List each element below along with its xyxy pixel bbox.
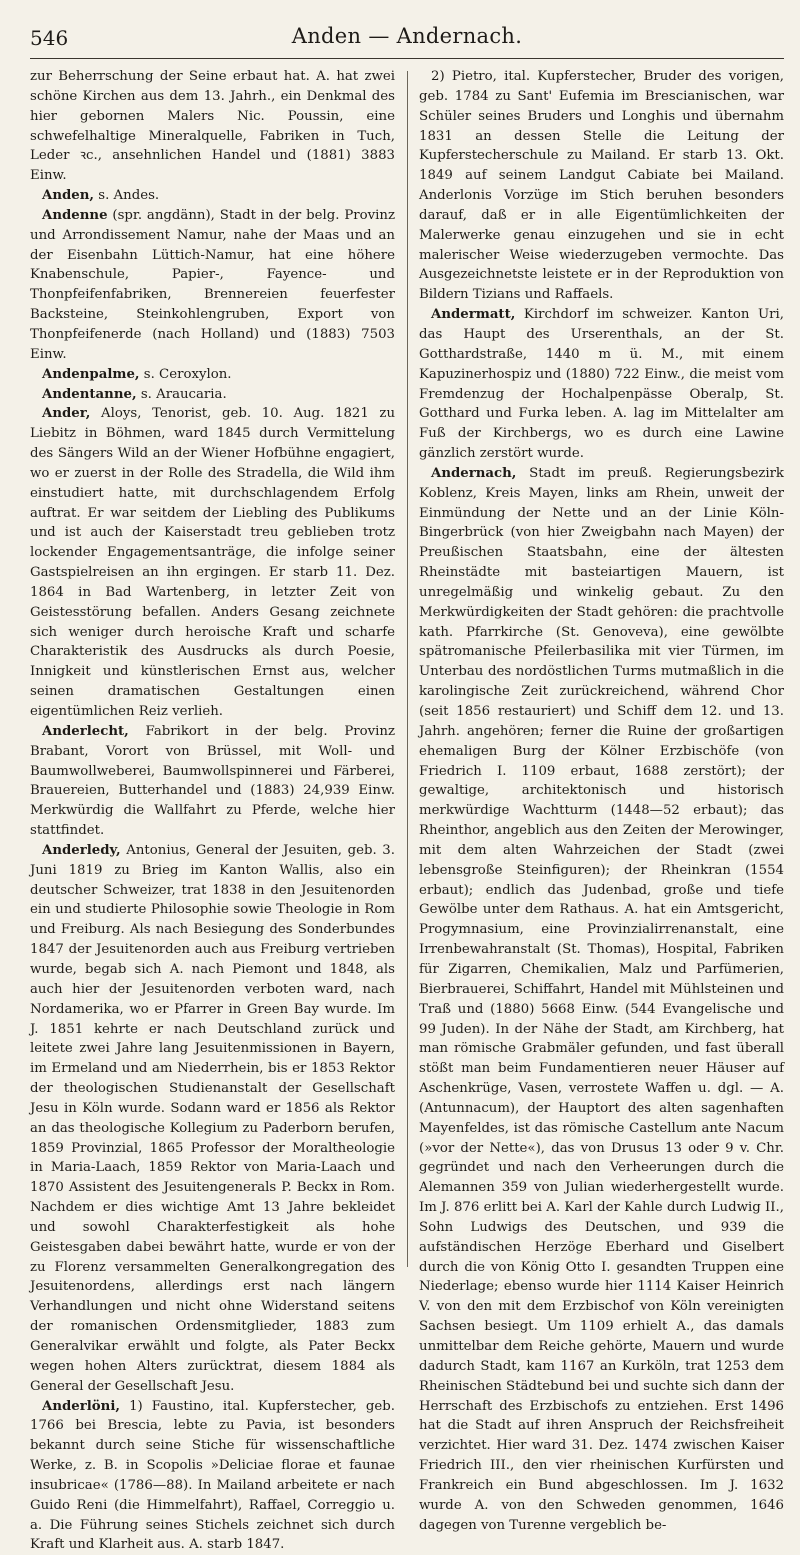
entry <box>419 305 784 464</box>
column-divider <box>407 71 408 1267</box>
entry-lemma: Anderlöni, <box>42 1398 121 1414</box>
entry-text: 1) Faustino, ital. Kupferstecher, geb. 1766 bei Brescia, lebte zu Pavia, ist besonders bekannt durch seine Stiche für wissenschaftliche Werke, z. B. in Scopolis »Deliciae florae et faunae insubricae« (1786—88). In Mailand arbeitete er nach Guido Reni (die Himmelfahrt), Raffael, Correggio u. a. Die Führung seines Stichels zeichnet sich durch Kraft und Klarheit aus. A. starb 1847. <box>30 1398 395 1553</box>
entry <box>30 67 395 186</box>
entry-text: 2) Pietro, ital. Kupferstecher, Bruder des vorigen, geb. 1784 zu Sant' Eufemia im Brescianischen, war Schüler seines Bruders und Longhis und übernahm 1831 an dessen Stelle die Leitung der Kupferstecherschule zu Mailand. Er starb 13. Okt. 1849 auf seinem Landgut Cabiate bei Mailand. Anderlonis Vorzüge im Stich beruhen besonders darauf, daß er in alle Eigentümlichkeiten der Malerwerke genau einzugehen und sie in echt malerischer Weise wiederzugeben vermochte. Das Ausgezeichnetste leistete er in der Reproduktion von Bildern Tizians und Raffaels. <box>419 69 784 303</box>
entry <box>30 722 395 841</box>
left-column <box>30 67 396 1553</box>
entry <box>30 1397 395 1555</box>
entry-text: Aloys, Tenorist, geb. 10. Aug. 1821 zu Liebitz in Böhmen, ward 1845 durch Vermittelung des Sängers Wild an der Wiener Hofbühne engagiert, wo er zuerst in der Rolle des Stradella, die Wild ihm einstudiert hatte, mit durchschlagendem Erfolg auftrat. Er war seitdem der Liebling des Publikums und ist auch der Kaiserstadt treu geblieben trotz lockender Engagementsanträge, die infolge seiner Gastspielreisen an ihn ergingen. Er starb 11. Dez. 1864 in Bad Wartenberg, in letzter Zeit von Geistesstörung befallen. Anders Gesang zeichnete sich weniger durch heroische Kraft und scharfe Charakteristik des Ausdrucks als durch Poesie, Innigkeit und künstlerischen Ernst aus, welcher seinen dramatischen Gestaltungen einen eigentümlichen Reiz verlieh. <box>30 406 396 719</box>
entry <box>30 404 395 722</box>
entry <box>30 206 395 365</box>
entry-lemma: Anden, <box>42 188 95 204</box>
entry-lemma: Ander, <box>42 406 91 422</box>
entry-text: Fabrikort in der belg. Provinz Brabant, Vorort von Brüssel, mit Woll- und Baumwollweberei, Baumwollspinnerei und Färberei, Brauereien, Butterhandel und (1883) 24,939 Einw. Merkwürdig die Wallfahrt zu Pferde, welche hier stattfindet. <box>30 723 395 839</box>
entry-lemma: Andenpalme, <box>42 366 140 382</box>
entry <box>30 385 395 405</box>
page-header <box>30 22 784 59</box>
entry-text: (spr. angdänn), Stadt in der belg. Provinz und Arrondissement Namur, nahe der Maas und an der Eisenbahn Lüttich-Namur, hat eine höhere Knabenschule, Papier-, Fayence- und Thonpfeifenfabriken, Brennereien feuerfester Backsteine, Steinkohlengruben, Export von Thonpfeifenerde (nach Holland) und (1883) 7503 Einw. <box>30 207 395 362</box>
entry-lemma: Anderlecht, <box>42 723 129 739</box>
entry <box>419 464 784 1536</box>
entry-text: Stadt im preuß. Regierungsbezirk Koblenz, Kreis Mayen, links am Rhein, unweit der Einmündung der Nette und an der Linie Köln-Bingerbrück (von hier Zweigbahn nach Mayen) der Preußischen Staatsbahn, eine der ältesten Rheinstädte mit basteiartigen Mauern, ist unregelmäßig und winkelig gebaut. Zu den Merkwürdigkeiten der Stadt gehören: die prachtvolle kath. Pfarrkirche (St. Genoveva), eine gewölbte spätromanische Pfeilerbasilika mit vier Türmen, im Unterbau des nordöstlichen Turms mutmaßlich in die karolingische Zeit zurückreichend, während Chor (seit 1856 restauriert) und Schiff dem 12. und 13. Jahrh. angehören; ferner die Ruine der großartigen ehemaligen Burg der Kölner Erzbischöfe (von Friedrich I. 1109 erbaut, 1688 zerstört); der gewaltige, architektonisch und historisch merkwürdige Wachtturm (1448—52 erbaut); das Rheinthor, angeblich aus den Zeiten der Merowinger, mit dem alten Wahrzeichen der Stadt (zwei lebensgroße Steinfiguren); der Rheinkran (1554 erbaut); endlich das Judenbad, große und tiefe Gewölbe unter dem Rathaus. A. hat ein Amtsgericht, Progymnasium, eine Provinzialirrenanstalt, eine Irrenbewahranstalt (St. Thomas), Hospital, Fabriken für Zigarren, Chemikalien, Malz und Parfümerien, Bierbrauerei, Schiffahrt, Handel mit Mühlsteinen und Traß und (1880) 5668 Einw. (544 Evangelische und 99 Juden). In der Nähe der Stadt, am Kirchberg, hat man römische Grabmäler gefunden, und fast überall stößt man beim Fundamentieren neuer Häuser auf Aschenkrüge, Vasen, verrostete Waffen u. dgl. — A. (Antunnacum), der Hauptort des alten sagenhaften Mayenfeldes, ist das römische Castellum ante Nacum (»vor der Nette«), das von Drusus 13 oder 9 v. Chr. gegründet und nach den Verheerungen durch die Alemannen 359 von Julian wiederhergestellt wurde. Im J. 876 erlitt bei A. Karl der Kahle durch Ludwig II., Sohn Ludwigs des Deutschen, und 939 die aufständischen Herzöge Eberhard und Giselbert durch die von König Otto I. gesandten Truppen eine Niederlage; ebenso wurde hier 1114 Kaiser Heinrich V. von den mit dem Erzbischof von Köln vereinigten Sachsen besiegt. Um 1109 erhielt A., das damals unmittelbar dem Reiche gehörte, Mauern und wurde dadurch Stadt, kam 1167 an Kurköln, trat 1253 dem Rheinischen Städtebund bei und suchte sich dann der Herrschaft des Erzbischofs zu entziehen. Erst 1496 hat die Stadt auf ihren Anspruch der Reichsfreiheit verzichtet. Hier ward 31. Dez. 1474 zwischen Kaiser Friedrich III., den vier rheinischen Kurfürsten und Frankreich ein Bund abgeschlossen. Im J. 1632 wurde A. von den Schweden genommen, 1646 dagegen von Turenne vergeblich be- <box>419 465 784 1533</box>
entry-lemma: Andentanne, <box>42 386 137 402</box>
entry-text: Antonius, General der Jesuiten, geb. 3. Juni 1819 zu Brieg im Kanton Wallis, also ein deutscher Schweizer, trat 1838 in den Jesuitenorden ein und studierte Philosophie sowie Theologie in Rom und Freiburg. Als nach Besiegung des Sonderbundes 1847 der Jesuitenorden auch aus Freiburg vertrieben wurde, begab sich A. nach Piemont und 1848, als auch hier der Jesuitenorden verboten ward, nach Nordamerika, wo er Pfarrer in Green Bay wurde. Im J. 1851 kehrte er nach Deutschland zurück und leitete zwei Jahre lang Jesuitenmissionen in Bayern, im Ermeland und am Niederrhein, bis er 1853 Rektor der theologischen Studienanstalt der Gesellschaft Jesu in Köln wurde. Sodann ward er 1856 als Rektor an das theologische Kollegium zu Paderborn berufen, 1859 Provinzial, 1865 Professor der Moraltheologie in Maria-Laach, 1859 Rektor von Maria-Laach und 1870 Assistent des Jesuitengenerals P. Beckx in Rom. Nachdem er dies wichtige Amt 13 Jahre bekleidet und sowohl Charakterfestigkeit als hohe Geistesgaben dabei bewährt hatte, wurde er von der zu Florenz versammelten Generalkongregation des Jesuitenordens, allerdings erst nach längern Verhandlungen und nicht ohne Widerstand seitens der romanischen Ordensmitglieder, 1883 zum Generalvikar erwählt und folgte, als Pater Beckx wegen hohen Alters zurücktrat, diesem 1884 als General der Gesellschaft Jesu. <box>30 842 395 1394</box>
entry <box>30 186 395 206</box>
entry-lemma: Anderledy, <box>42 842 121 858</box>
entry-lemma: Andenne <box>42 207 108 223</box>
entry-lemma: Andernach, <box>431 465 517 481</box>
entry <box>30 365 395 385</box>
entry-text: Kirchdorf im schweizer. Kanton Uri, das Haupt des Urserenthals, an der St. Gotthardstraße, 1440 m ü. M., mit einem Kapuzinerhospiz und (1880) 722 Einw., die meist vom Fremdenzug der Hochalpenpässe Oberalp, St. Gotthard und Furka leben. A. lag im Mittelalter am Fuß der Kirchbergs, wo es durch eine Lawine gänzlich zerstört wurde. <box>419 307 784 462</box>
right-column <box>419 67 784 1533</box>
entry <box>419 67 784 305</box>
entry <box>30 841 395 1397</box>
text-columns <box>30 67 784 1553</box>
entry-text: s. Andes. <box>98 188 160 204</box>
entry-lemma: Andermatt, <box>431 307 516 323</box>
entry-text: zur Beherrschung der Seine erbaut hat. A. hat zwei schöne Kirchen aus dem 13. Jahrh., ein Denkmal des hier gebornen Malers Nic. Poussin, eine schwefelhaltige Mineralquelle, Fabriken in Tuch, Leder ꝛc., ansehnlichen Handel und (1881) 3883 Einw. <box>30 69 395 184</box>
page-number: 546 <box>30 26 69 50</box>
running-title: Anden — Andernach. <box>291 24 523 48</box>
entry-text: s. Araucaria. <box>140 386 227 402</box>
entry-text: s. Ceroxylon. <box>143 366 232 382</box>
